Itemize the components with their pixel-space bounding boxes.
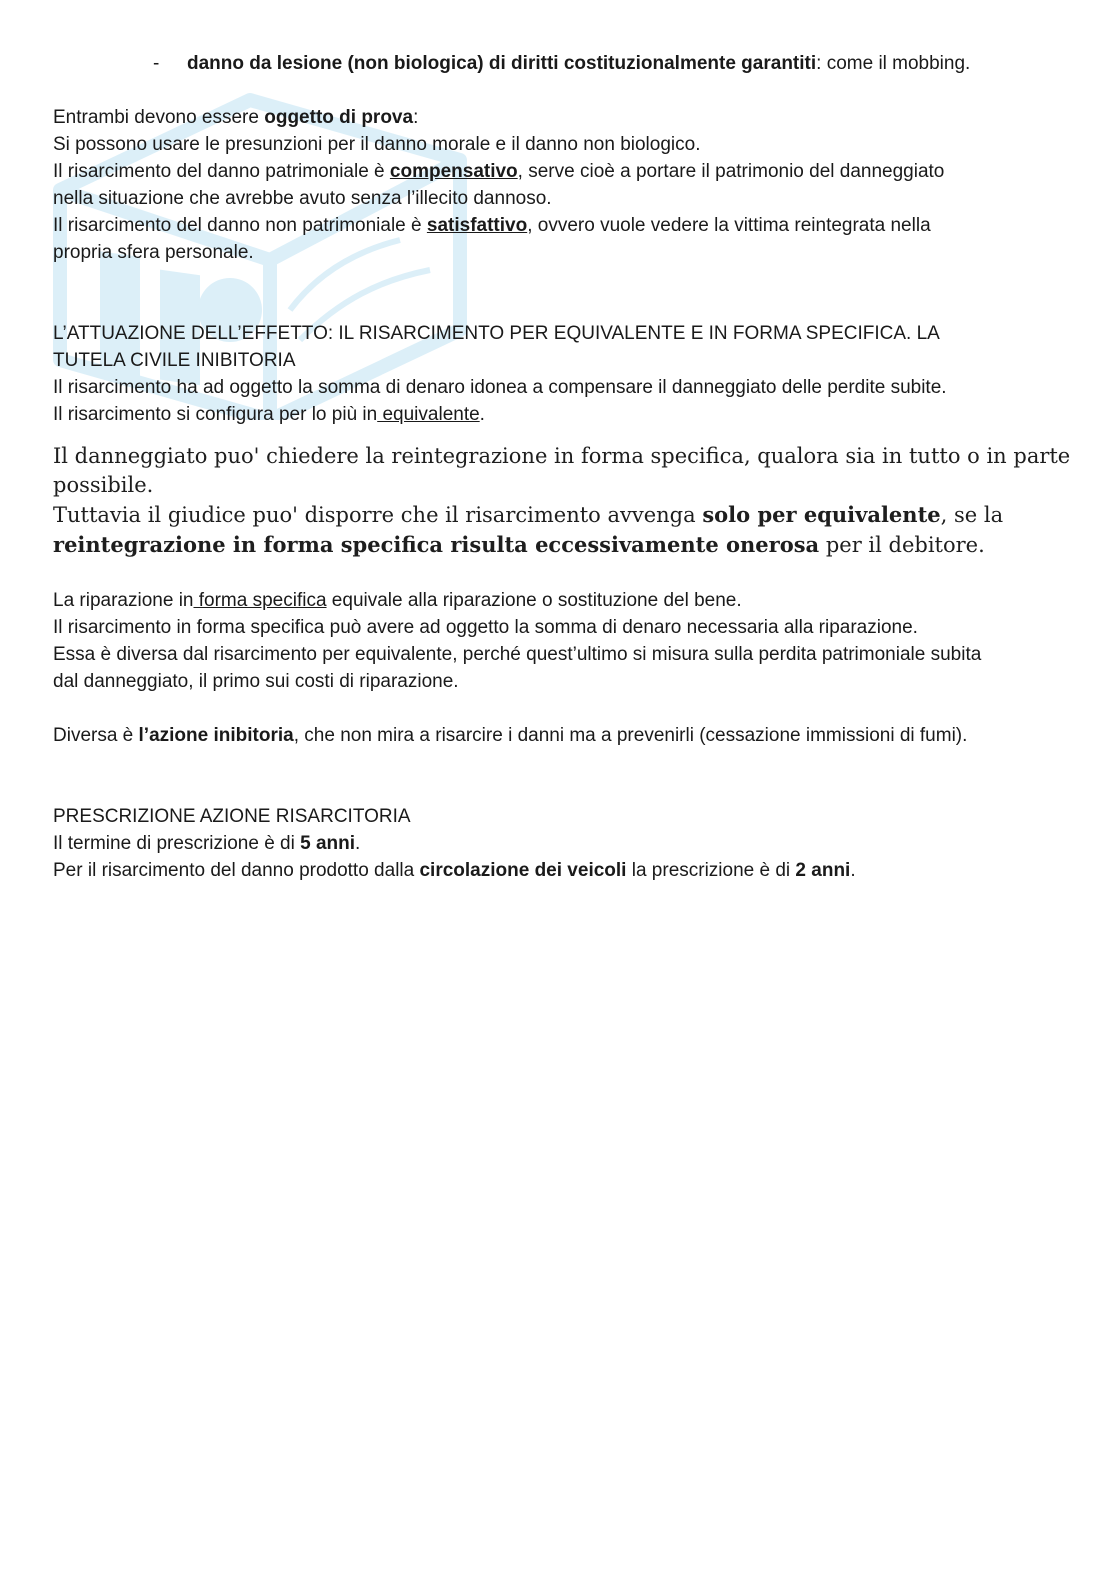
paragraph-line bbox=[53, 830, 1068, 857]
text-span: , serve cioè a portare il patrimonio del danneggiato bbox=[517, 161, 945, 182]
paragraph-line: Il risarcimento in forma specifica può avere ad oggetto la somma di denaro necessaria alla riparazione. bbox=[53, 617, 918, 638]
paragraph-line: Il danneggiato puo' chiedere la reintegrazione in forma specifica, qualora sia in tutto o in parte bbox=[53, 444, 1071, 468]
text-span: per il debitore. bbox=[819, 533, 985, 557]
text-span: , che non mira a risarcire i danni ma a prevenirli (cessazione immissioni di fumi). bbox=[293, 725, 968, 746]
text-span: Entrambi devono essere bbox=[53, 107, 265, 128]
text-span: la prescrizione è di bbox=[626, 860, 796, 881]
underlined-term: forma specifica bbox=[193, 590, 327, 611]
text-span: Diversa è bbox=[53, 725, 139, 746]
paragraph-line bbox=[53, 104, 1068, 131]
bullet-bold-text: danno da lesione (non biologica) di diritti costituzionalmente garantiti bbox=[187, 53, 817, 74]
paragraph-line: Si possono usare le presunzioni per il danno morale e il danno non biologico. bbox=[53, 134, 701, 155]
paragraph-line: nella situazione che avrebbe avuto senza l’illecito dannoso. bbox=[53, 188, 552, 209]
bullet-rest-text: : come il mobbing. bbox=[816, 53, 971, 74]
text-span: : bbox=[413, 107, 419, 128]
text-span: , ovvero vuole vedere la vittima reintegrata nella bbox=[527, 215, 931, 236]
section-heading: PRESCRIZIONE AZIONE RISARCITORIA bbox=[53, 806, 411, 827]
serif-paragraph bbox=[53, 442, 1071, 560]
paragraph-line bbox=[53, 401, 1068, 428]
paragraph-line: possibile. bbox=[53, 473, 154, 497]
text-span: Il termine di prescrizione è di bbox=[53, 833, 301, 854]
section-heading: TUTELA CIVILE INIBITORIA bbox=[53, 350, 296, 371]
text-span: , se la bbox=[940, 503, 1004, 527]
text-span: equivale alla riparazione o sostituzione del bene. bbox=[326, 590, 742, 611]
text-span: La riparazione in bbox=[53, 590, 194, 611]
bold-term: solo per equivalente bbox=[702, 502, 941, 527]
text-span: . bbox=[479, 404, 485, 425]
text-span: . bbox=[355, 833, 361, 854]
bold-term: reintegrazione in forma specifica risulta eccessivamente onerosa bbox=[53, 532, 820, 557]
bullet-dash: - bbox=[153, 53, 160, 74]
bold-underlined-term: compensativo bbox=[389, 161, 518, 182]
paragraph-line bbox=[53, 530, 1068, 560]
text-span: Per il risarcimento del danno prodotto dalla bbox=[53, 860, 420, 881]
text-span: Il risarcimento del danno patrimoniale è bbox=[53, 161, 390, 182]
section-heading: L’ATTUAZIONE DELL’EFFETTO: IL RISARCIMENTO PER EQUIVALENTE E IN FORMA SPECIFICA. LA bbox=[53, 323, 940, 344]
paragraph-line bbox=[53, 587, 1068, 614]
paragraph-line: propria sfera personale. bbox=[53, 242, 254, 263]
paragraph-line: Essa è diversa dal risarcimento per equivalente, perché quest’ultimo si misura sulla perdita patrimoniale subita bbox=[53, 644, 982, 665]
bold-term: 2 anni bbox=[795, 860, 851, 881]
paragraph-line bbox=[53, 500, 1068, 530]
paragraph-line bbox=[53, 158, 1068, 185]
text-span: . bbox=[850, 860, 856, 881]
paragraph-line bbox=[53, 722, 1068, 749]
text-span: Tuttavia il giudice puo' disporre che il risarcimento avvenga bbox=[53, 503, 703, 527]
paragraph-line: dal danneggiato, il primo sui costi di riparazione. bbox=[53, 671, 459, 692]
document-body bbox=[53, 50, 1071, 884]
paragraph-line: Il risarcimento ha ad oggetto la somma di denaro idonea a compensare il danneggiato delle perdite subite. bbox=[53, 377, 947, 398]
paragraph-prova bbox=[53, 104, 1068, 266]
text-span: Il risarcimento del danno non patrimoniale è bbox=[53, 215, 427, 236]
bold-term: 5 anni bbox=[300, 833, 356, 854]
bold-term: circolazione dei veicoli bbox=[419, 860, 627, 881]
bold-underlined-term: satisfattivo bbox=[426, 215, 528, 236]
paragraph-line bbox=[53, 857, 1068, 884]
paragraph-line bbox=[53, 212, 1068, 239]
section-attuazione bbox=[53, 320, 1068, 428]
bold-term: oggetto di prova bbox=[264, 107, 414, 128]
section-prescrizione bbox=[53, 803, 1068, 884]
underlined-term: equivalente bbox=[377, 404, 480, 425]
bullet-item bbox=[53, 50, 1068, 77]
paragraph-riparazione bbox=[53, 587, 1068, 695]
bold-term: l’azione inibitoria bbox=[138, 725, 294, 746]
text-span: Il risarcimento si configura per lo più in bbox=[53, 404, 378, 425]
paragraph-inibitoria bbox=[53, 722, 1068, 749]
